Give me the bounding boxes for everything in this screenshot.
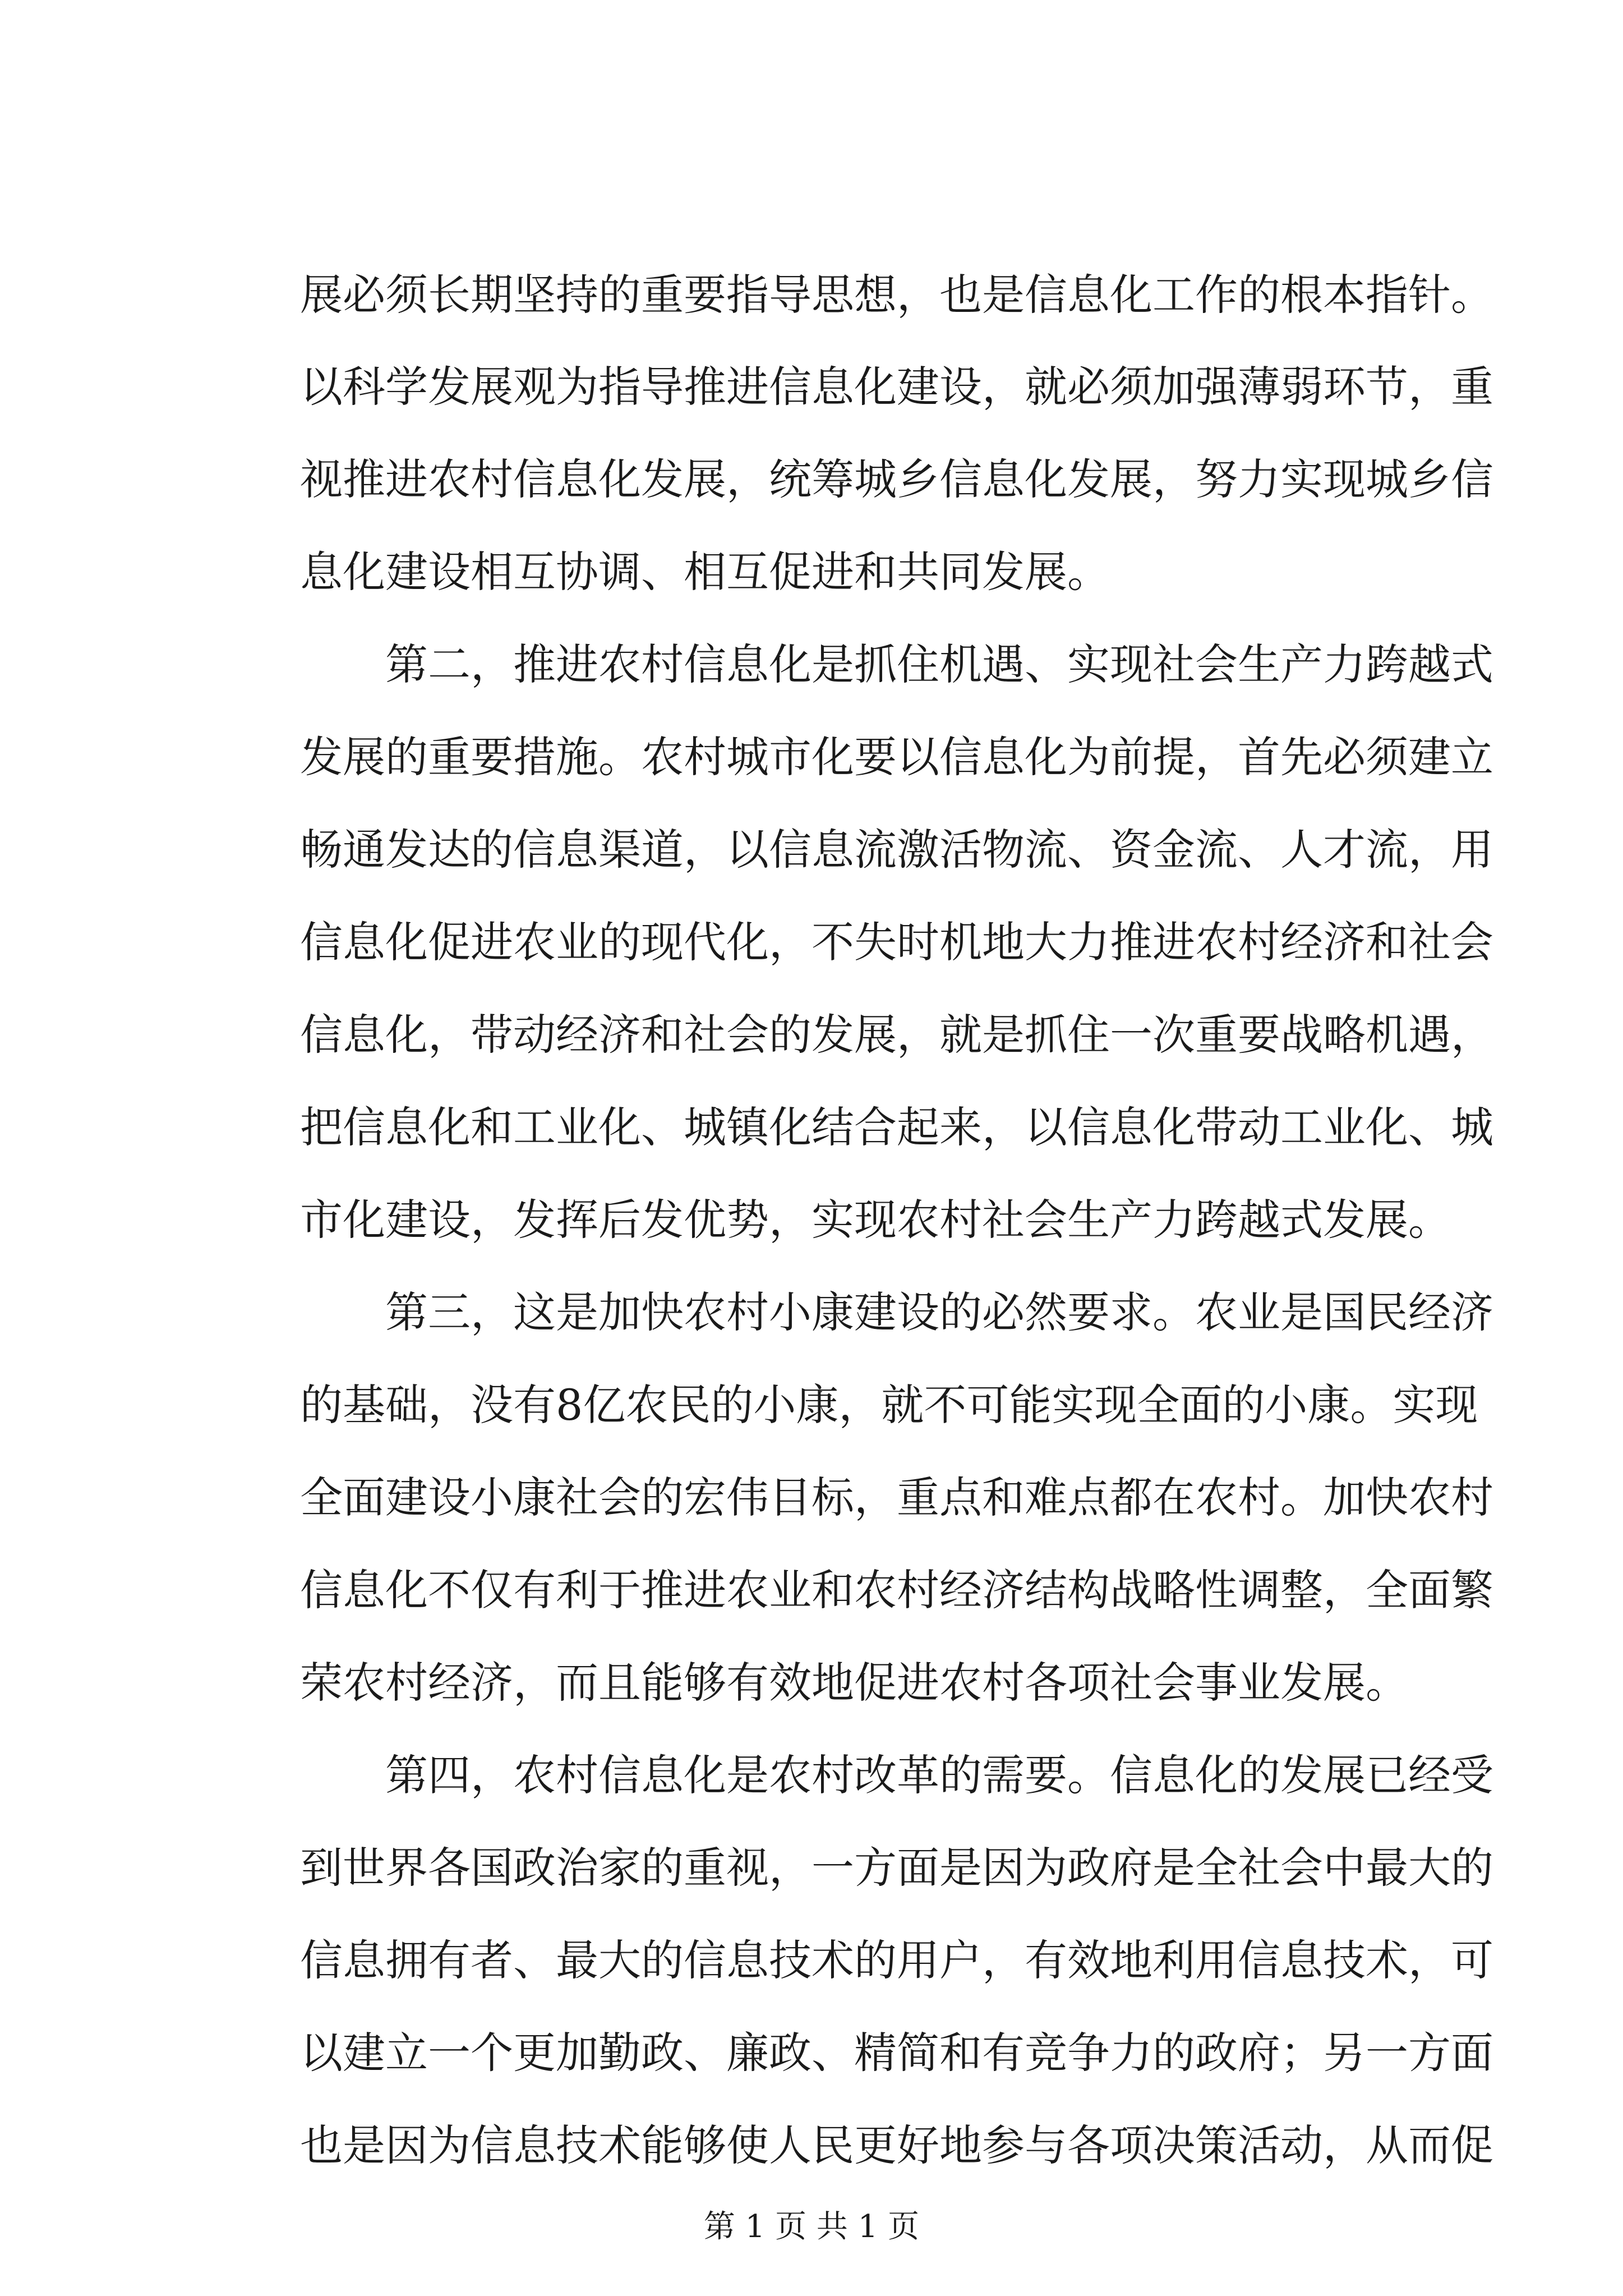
text-line: 信息拥有者、最大的信息技术的用户，有效地利用信息技术，可: [300, 1935, 1493, 1985]
text-line: 全面建设小康社会的宏伟目标，重点和难点都在农村。加快农村: [300, 1473, 1493, 1522]
text-line: 第三，这是加快农村小康建设的必然要求。农业是国民经济: [385, 1287, 1493, 1337]
text-line: 视推进农村信息化发展，统筹城乡信息化发展，努力实现城乡信: [300, 454, 1493, 504]
page-footer: 第 1 页 共 1 页: [703, 2208, 920, 2245]
text-line: 把信息化和工业化、城镇化结合起来，以信息化带动工业化、城: [300, 1102, 1493, 1152]
text-line: 以建立一个更加勤政、廉政、精简和有竞争力的政府；另一方面: [300, 2028, 1493, 2078]
text-line: 第二，推进农村信息化是抓住机遇、实现社会生产力跨越式: [385, 639, 1493, 689]
text-line: 荣农村经济，而且能够有效地促进农村各项社会事业发展。: [300, 1658, 1408, 1708]
text-line: 第四，农村信息化是农村改革的需要。信息化的发展已经受: [385, 1750, 1493, 1800]
text-line: 的基础，没有8亿农民的小康，就不可能实现全面的小康。实现: [300, 1380, 1478, 1430]
text-line: 信息化不仅有利于推进农业和农村经济结构战略性调整，全面繁: [300, 1565, 1493, 1615]
text-line: 信息化，带动经济和社会的发展，就是抓住一次重要战略机遇，: [300, 1010, 1493, 1060]
text-line: 以科学发展观为指导推进信息化建设，就必须加强薄弱环节，重: [300, 362, 1493, 412]
text-line: 也是因为信息技术能够使人民更好地参与各项决策活动，从而促: [300, 2120, 1493, 2170]
text-line: 市化建设，发挥后发优势，实现农村社会生产力跨越式发展。: [300, 1195, 1451, 1245]
text-line: 信息化促进农业的现代化，不失时机地大力推进农村经济和社会: [300, 917, 1493, 967]
text-line: 展必须长期坚持的重要指导思想，也是信息化工作的根本指针。: [300, 270, 1493, 320]
text-line: 畅通发达的信息渠道，以信息流激活物流、资金流、人才流，用: [300, 825, 1493, 875]
text-line: 到世界各国政治家的重视，一方面是因为政府是全社会中最大的: [300, 1843, 1493, 1893]
text-line: 发展的重要措施。农村城市化要以信息化为前提，首先必须建立: [300, 732, 1493, 782]
text-line: 息化建设相互协调、相互促进和共同发展。: [300, 547, 1110, 597]
